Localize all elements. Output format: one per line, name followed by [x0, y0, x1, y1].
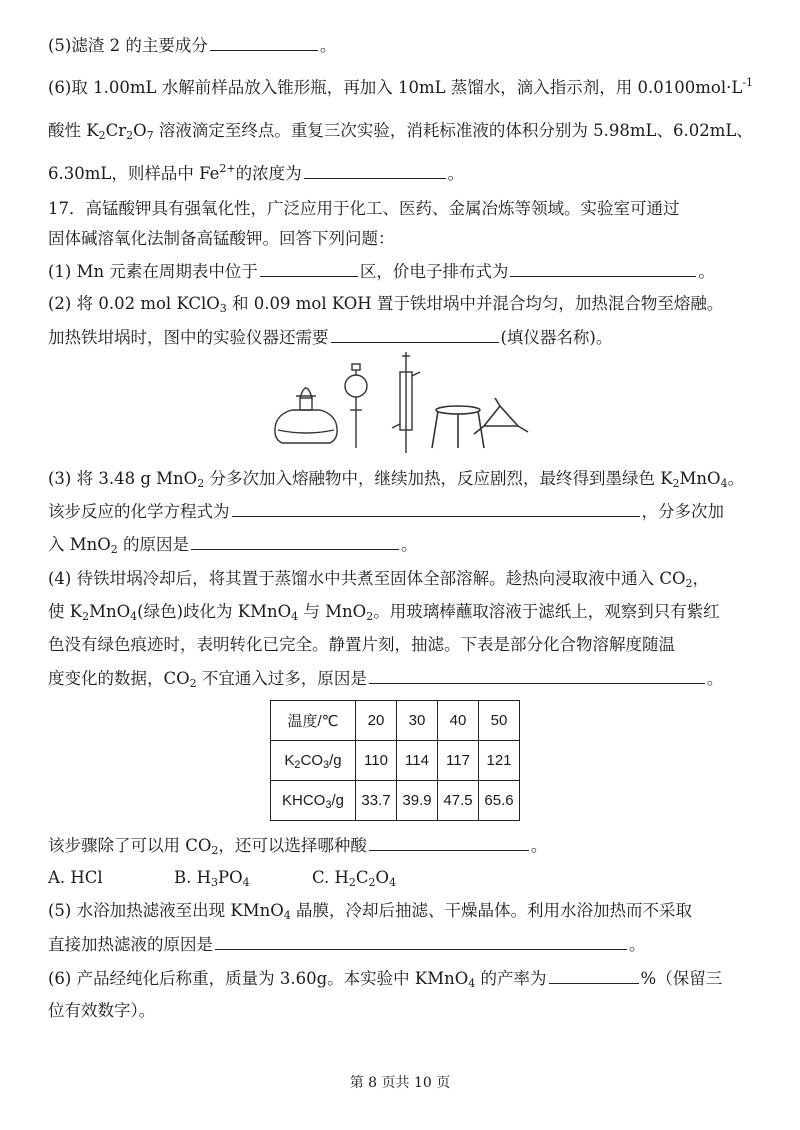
answer-blank[interactable] — [191, 533, 399, 550]
text: 晶膜，冷却后抽滤、干燥晶体。利用水浴加热而不采取 — [290, 901, 692, 920]
table-header-row — [271, 701, 520, 741]
answer-blank[interactable] — [510, 260, 696, 277]
subscript: 2 — [189, 677, 197, 690]
subscript: 2 — [366, 610, 374, 623]
subscript: 2 — [368, 876, 376, 889]
row-label-khco3 — [271, 781, 356, 821]
text: K — [284, 752, 295, 769]
text: (5) 水浴加热滤液至出现 KMnO — [48, 901, 284, 920]
text: 位有效数字）。 — [48, 1001, 156, 1020]
subscript: 2 — [685, 577, 693, 590]
q17-6-line-2 — [48, 1000, 155, 1022]
subscript: 4 — [720, 477, 728, 490]
table-cell: 65.6 — [479, 781, 520, 821]
text: 的原因是 — [117, 535, 190, 554]
q17-intro-line-2 — [48, 228, 395, 250]
answer-blank[interactable] — [232, 500, 640, 517]
text: O — [375, 868, 390, 887]
row-label-k2co3 — [271, 741, 356, 781]
tripod-stand-icon — [432, 406, 484, 448]
subscript: 2 — [672, 477, 680, 490]
table-temp-cell: 40 — [438, 701, 479, 741]
text: MnO — [89, 602, 131, 621]
q17-2-line-2 — [48, 326, 612, 349]
subscript: 4 — [468, 977, 476, 990]
q16-6-line-2 — [48, 120, 753, 142]
q17-2-line-1 — [48, 293, 723, 315]
clay-triangle-icon — [474, 398, 528, 434]
punct: 。 — [698, 262, 715, 281]
text: 区，价电子排布式为 — [359, 262, 509, 281]
q16-6-line-1 — [48, 77, 753, 99]
text: 的浓度为 — [235, 164, 302, 183]
q17-4-line-1 — [48, 568, 709, 590]
text: ，分多次加 — [641, 502, 724, 521]
q17-intro-line-1 — [48, 198, 680, 220]
table-cell: 121 — [479, 741, 520, 781]
answer-blank[interactable] — [549, 967, 639, 984]
answer-blank[interactable] — [210, 34, 318, 51]
page-footer: 第 8 页共 10 页 — [349, 1075, 451, 1091]
text: C — [355, 868, 369, 887]
separatory-funnel-icon — [345, 364, 367, 448]
text: %（保留三 — [640, 969, 723, 988]
table-cell: 110 — [356, 741, 397, 781]
text: 。 — [727, 469, 745, 488]
text: CO — [300, 752, 323, 769]
text: 17．高锰酸钾具有强氧化性，广泛应用于化工、医药、金属冶炼等领域。实验室可通过 — [48, 199, 680, 218]
subscript: 2 — [126, 129, 134, 142]
answer-blank[interactable] — [369, 667, 705, 684]
q16-5-line — [48, 34, 336, 57]
text: 该步反应的化学方程式为 — [48, 502, 230, 521]
subscript: 3 — [219, 302, 227, 315]
table-row — [271, 741, 520, 781]
q17-1-line — [48, 260, 715, 283]
table-temp-cell: 20 — [356, 701, 397, 741]
table-row — [271, 781, 520, 821]
subscript: 2 — [110, 543, 118, 556]
text: 酸性 K — [48, 121, 99, 140]
option-c[interactable] — [312, 868, 396, 887]
text: 固体碱溶氧化法制备高锰酸钾。回答下列问题： — [48, 229, 395, 248]
text: (4) 待铁坩埚冷却后，将其置于蒸馏水中共煮至固体全部溶解。趁热向浸取液中通入 CO — [48, 569, 686, 588]
q17-4-line-3 — [48, 634, 675, 656]
text: 6.30mL，则样品中 Fe — [48, 164, 220, 183]
text: /g — [331, 792, 344, 809]
q17-3-line-1 — [48, 468, 744, 490]
text: 分多次加入熔融物中，继续加热，反应剧烈，最终得到墨绿色 K — [204, 469, 673, 488]
text: 溶液滴定至终点。重复三次实验，消耗标准液的体积分别为 5.98mL、6.02mL、 — [153, 121, 753, 140]
q17-5-line-2 — [48, 933, 646, 956]
text: C. H — [312, 868, 349, 887]
table-temp-cell: 30 — [397, 701, 438, 741]
q17-3-line-3 — [48, 533, 418, 556]
punct: 。 — [401, 535, 418, 554]
subscript: 4 — [283, 909, 291, 922]
text: 加热铁坩埚时，图中的实验仪器还需要 — [48, 328, 329, 347]
table-cell: 114 — [397, 741, 438, 781]
text: MnO — [679, 469, 721, 488]
subscript: 3 — [325, 799, 332, 811]
subscript: 4 — [291, 610, 299, 623]
apparatus-figure — [270, 348, 530, 458]
text: /g — [329, 752, 342, 769]
punct: 。 — [530, 836, 548, 855]
q17-5-line-1 — [48, 900, 692, 922]
subscript: 4 — [389, 876, 397, 889]
punct: 。 — [447, 164, 465, 183]
table-cell: 39.9 — [397, 781, 438, 821]
subscript: 2 — [348, 876, 356, 889]
text: ，还可以选择哪种酸 — [218, 836, 367, 855]
alcohol-lamp-icon — [275, 388, 337, 443]
q17-3-line-2 — [48, 500, 724, 523]
table-temp-cell: 50 — [479, 701, 520, 741]
text: (绿色)歧化为 KMnO — [137, 602, 292, 621]
text: 与 MnO — [298, 602, 367, 621]
text: PO — [218, 868, 243, 887]
text: 的产率为 — [475, 969, 547, 988]
text: 和 0.09 mol KOH 置于铁坩埚中并混合均匀，加热混合物至熔融。 — [226, 294, 724, 313]
text: 使 K — [48, 602, 83, 621]
subscript: 3 — [211, 876, 219, 889]
text: ， — [692, 569, 710, 588]
option-b[interactable] — [174, 867, 312, 889]
text: (1) Mn 元素在周期表中位于 — [48, 262, 258, 281]
punct: 。 — [319, 36, 337, 55]
text: (3) 将 3.48 g MnO — [48, 469, 198, 488]
answer-blank[interactable] — [331, 326, 499, 343]
subscript: 7 — [146, 129, 154, 142]
text: Cr — [105, 121, 127, 140]
subscript: 2 — [197, 477, 205, 490]
superscript: -1 — [742, 76, 754, 89]
text: 入 MnO — [48, 535, 111, 554]
subscript: 2 — [82, 610, 90, 623]
subscript: 4 — [130, 610, 138, 623]
punct: 。 — [629, 935, 646, 954]
text: (填仪器名称)。 — [500, 328, 613, 347]
q17-4-line-4 — [48, 667, 723, 690]
text: (2) 将 0.02 mol KClO — [48, 294, 220, 313]
answer-blank[interactable] — [304, 162, 446, 179]
answer-blank[interactable] — [215, 933, 627, 950]
text: 度变化的数据，CO — [48, 669, 190, 688]
text: 不宜通入过多，原因是 — [196, 669, 367, 688]
q17-4-line-2 — [48, 601, 720, 623]
punct: 。 — [706, 669, 724, 688]
subscript: 2 — [211, 844, 219, 857]
condenser-icon — [392, 352, 420, 453]
q17-6-line-1 — [48, 967, 722, 990]
table-cell: 117 — [438, 741, 479, 781]
text: O — [133, 121, 147, 140]
subscript: 2 — [98, 129, 106, 142]
subscript: 2 — [294, 759, 301, 771]
superscript: 2+ — [219, 162, 236, 175]
q16-6-line-3 — [48, 162, 464, 185]
text: 。用玻璃棒蘸取溶液于滤纸上，观察到只有紫红 — [373, 602, 720, 621]
answer-blank[interactable] — [369, 834, 529, 851]
table-cell: 47.5 — [438, 781, 479, 821]
text: (6) 产品经纯化后称重，质量为 3.60g。本实验中 KMnO — [48, 969, 469, 988]
solubility-table — [270, 700, 520, 821]
option-a[interactable]: A. HCl — [48, 868, 103, 887]
q16-6-text: (6)取 1.00mL 水解前样品放入锥形瓶，再加入 10mL 蒸馏水，滴入指示剂，用 0.0100mol·L — [48, 78, 743, 97]
subscript: 3 — [323, 759, 330, 771]
subscript: 4 — [242, 876, 250, 889]
text: 直接加热滤液的原因是 — [48, 935, 213, 954]
text: KHCO — [282, 792, 326, 809]
text: B. H — [174, 868, 212, 887]
q16-5-text: (5)滤渣 2 的主要成分 — [48, 36, 208, 55]
q17-4-line-5 — [48, 834, 547, 857]
text: 色没有绿色痕迹时，表明转化已完全。静置片刻，抽滤。下表是部分化合物溶解度随温 — [48, 635, 675, 654]
table-header-label: 温度/℃ — [271, 701, 356, 741]
table-cell: 33.7 — [356, 781, 397, 821]
text: 该步骤除了可以用 CO — [48, 836, 212, 855]
answer-blank[interactable] — [260, 260, 358, 277]
options-line — [48, 867, 396, 889]
